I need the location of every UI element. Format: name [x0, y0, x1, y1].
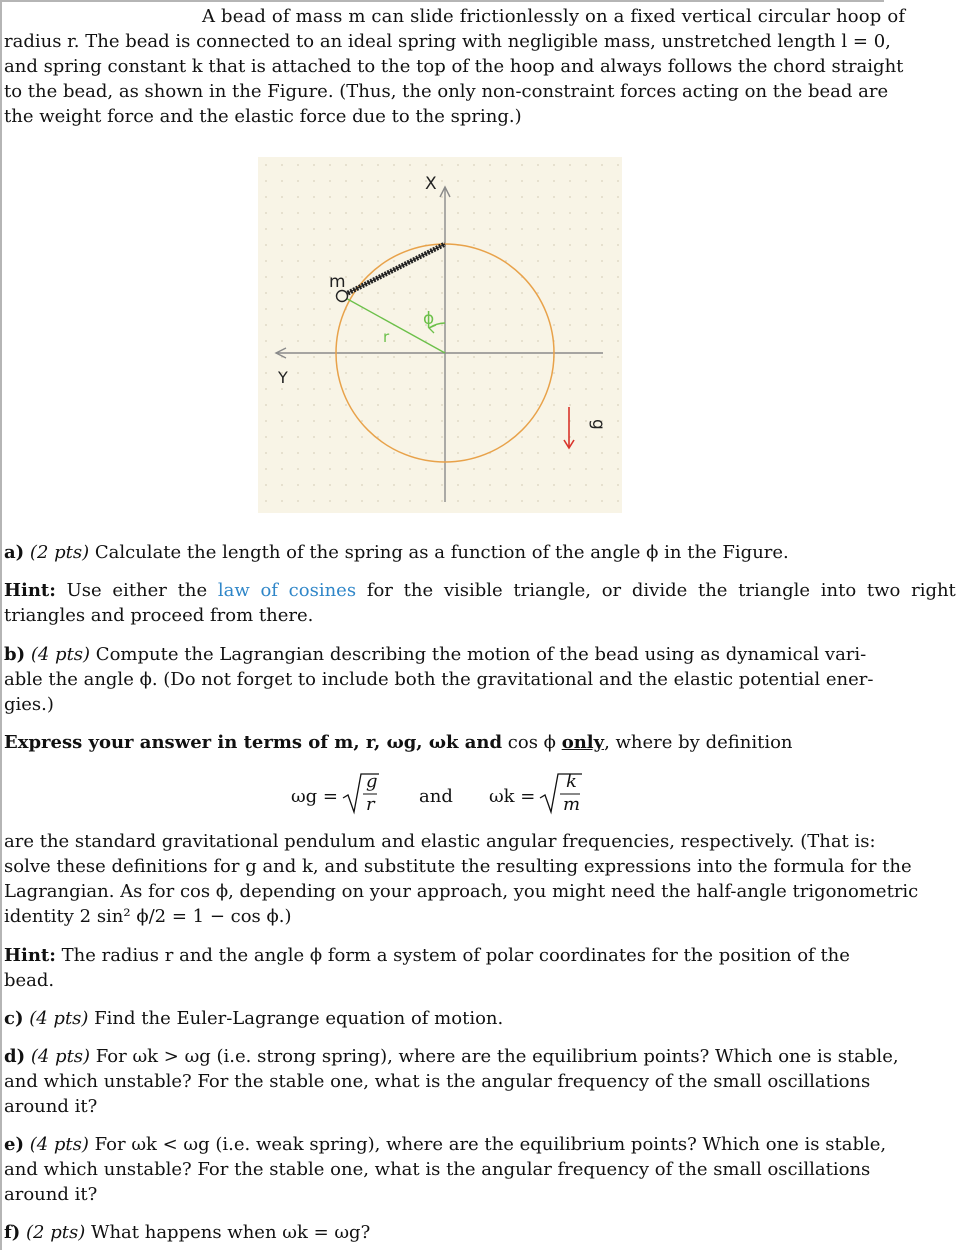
express-only: only [561, 732, 605, 753]
omega-k-lhs: ωk = [489, 786, 536, 807]
omega-k-numerator: k [566, 771, 577, 792]
part-d-line: and which unstable? For the stable one, what is the angular frequency of the small oscillations [4, 1071, 871, 1092]
y-axis-label: Y [278, 368, 288, 387]
omega-g-lhs: ωg = [291, 786, 339, 807]
part-c-points: (4 pts) [29, 1008, 89, 1029]
intro-line: and spring constant k that is attached to the top of the hoop and always follows the chord straight [4, 56, 904, 77]
part-e-line: and which unstable? For the stable one, what is the angular frequency of the small oscillations [4, 1159, 871, 1180]
after-eq-line: solve these definitions for g and k, and substitute the resulting expressions into the formula for the [4, 856, 912, 877]
part-b-line: Compute the Lagrangian describing the motion of the bead using as dynamical vari- [95, 644, 867, 665]
left-rule [0, 0, 2, 1250]
law-of-cosines-link[interactable]: law of cosines [217, 580, 357, 601]
gravity-label: g [588, 419, 608, 430]
intro-line: the weight force and the elastic force due to the spring.) [4, 106, 522, 127]
part-f [4, 1220, 877, 1245]
grid-dots [258, 157, 622, 513]
part-c [4, 1006, 877, 1031]
hint-a-text-after: for the visible triangle, or divide the triangle into two right [366, 580, 956, 601]
part-e-line: around it? [4, 1184, 98, 1205]
part-b-label: b) [4, 644, 26, 665]
part-f-label: f) [4, 1222, 21, 1243]
top-rule [0, 0, 884, 2]
part-c-label: c) [4, 1008, 24, 1029]
part-f-points: (2 pts) [26, 1222, 86, 1243]
mass-label: m [329, 272, 346, 292]
hoop-diagram [258, 157, 622, 513]
hoop-figure [258, 157, 622, 513]
and-word: and [419, 786, 453, 807]
hint-b-line2: bead. [4, 970, 55, 991]
x-axis-label: X [425, 174, 437, 194]
hint-a-label: Hint: [4, 580, 56, 601]
part-f-text: What happens when ωk = ωg? [90, 1222, 371, 1243]
express-bold: Express your answer in terms of m, r, ωg, ωk and [4, 732, 503, 753]
hint-b-line1: The radius r and the angle ϕ form a system of polar coordinates for the position of the [61, 945, 850, 966]
intro-line: A bead of mass m can slide frictionlessly on a fixed vertical circular hoop of [202, 6, 906, 27]
omega-k-denominator: m [563, 794, 581, 815]
intro-line: radius r. The bead is connected to an ideal spring with negligible mass, unstretched length l = 0, [4, 31, 891, 52]
part-e-label: e) [4, 1134, 24, 1155]
part-b [4, 642, 877, 717]
part-b-line: able the angle ϕ. (Do not forget to include both the gravitational and the elastic potential ener- [4, 669, 874, 690]
part-d [4, 1044, 899, 1119]
omega-g-denominator: r [366, 794, 375, 815]
frequency-definitions [0, 768, 884, 818]
part-a-text: Calculate the length of the spring as a function of the angle ϕ in the Figure. [94, 542, 789, 563]
part-b-line: gies.) [4, 694, 54, 715]
omega-g-numerator: g [366, 771, 378, 792]
after-eq-line: identity 2 sin² ϕ/2 = 1 − cos ϕ.) [4, 906, 292, 927]
express-rest: , where by definition [604, 732, 793, 753]
part-d-line: around it? [4, 1096, 98, 1117]
part-a-points: (2 pts) [29, 542, 90, 563]
part-a [4, 540, 877, 565]
intro-line: to the bead, as shown in the Figure. (Thus, the only non-constraint forces acting on the bead are [4, 81, 889, 102]
after-eq-line: are the standard gravitational pendulum and elastic angular frequencies, respectively. (That is: [4, 831, 876, 852]
part-d-points: (4 pts) [30, 1046, 91, 1067]
radius-label: r [383, 328, 390, 346]
hint-a [4, 578, 956, 628]
bead [337, 291, 348, 302]
express-instruction [4, 730, 877, 755]
after-equations [4, 829, 919, 929]
part-d-line: For ωk > ωg (i.e. strong spring), where are the equilibrium points? Which one is stable, [95, 1046, 899, 1067]
intro-paragraph [4, 4, 906, 129]
after-eq-line: Lagrangian. As for cos ϕ, depending on your approach, you might need the half-angle trigonometric [4, 881, 919, 902]
part-e-points: (4 pts) [29, 1134, 89, 1155]
angle-label: ϕ [423, 309, 435, 329]
part-c-text: Find the Euler-Lagrange equation of motion. [94, 1008, 504, 1029]
express-cos: cos ϕ [507, 732, 556, 753]
hint-a-text-before: Use either the [66, 580, 208, 601]
part-b-points: (4 pts) [30, 644, 91, 665]
hint-a-line2: triangles and proceed from there. [4, 605, 314, 626]
part-e-line: For ωk < ωg (i.e. weak spring), where are the equilibrium points? Which one is stable, [94, 1134, 887, 1155]
hint-b [4, 943, 877, 993]
hint-b-label: Hint: [4, 945, 56, 966]
part-d-label: d) [4, 1046, 26, 1067]
part-e [4, 1132, 887, 1207]
part-a-label: a) [4, 542, 25, 563]
